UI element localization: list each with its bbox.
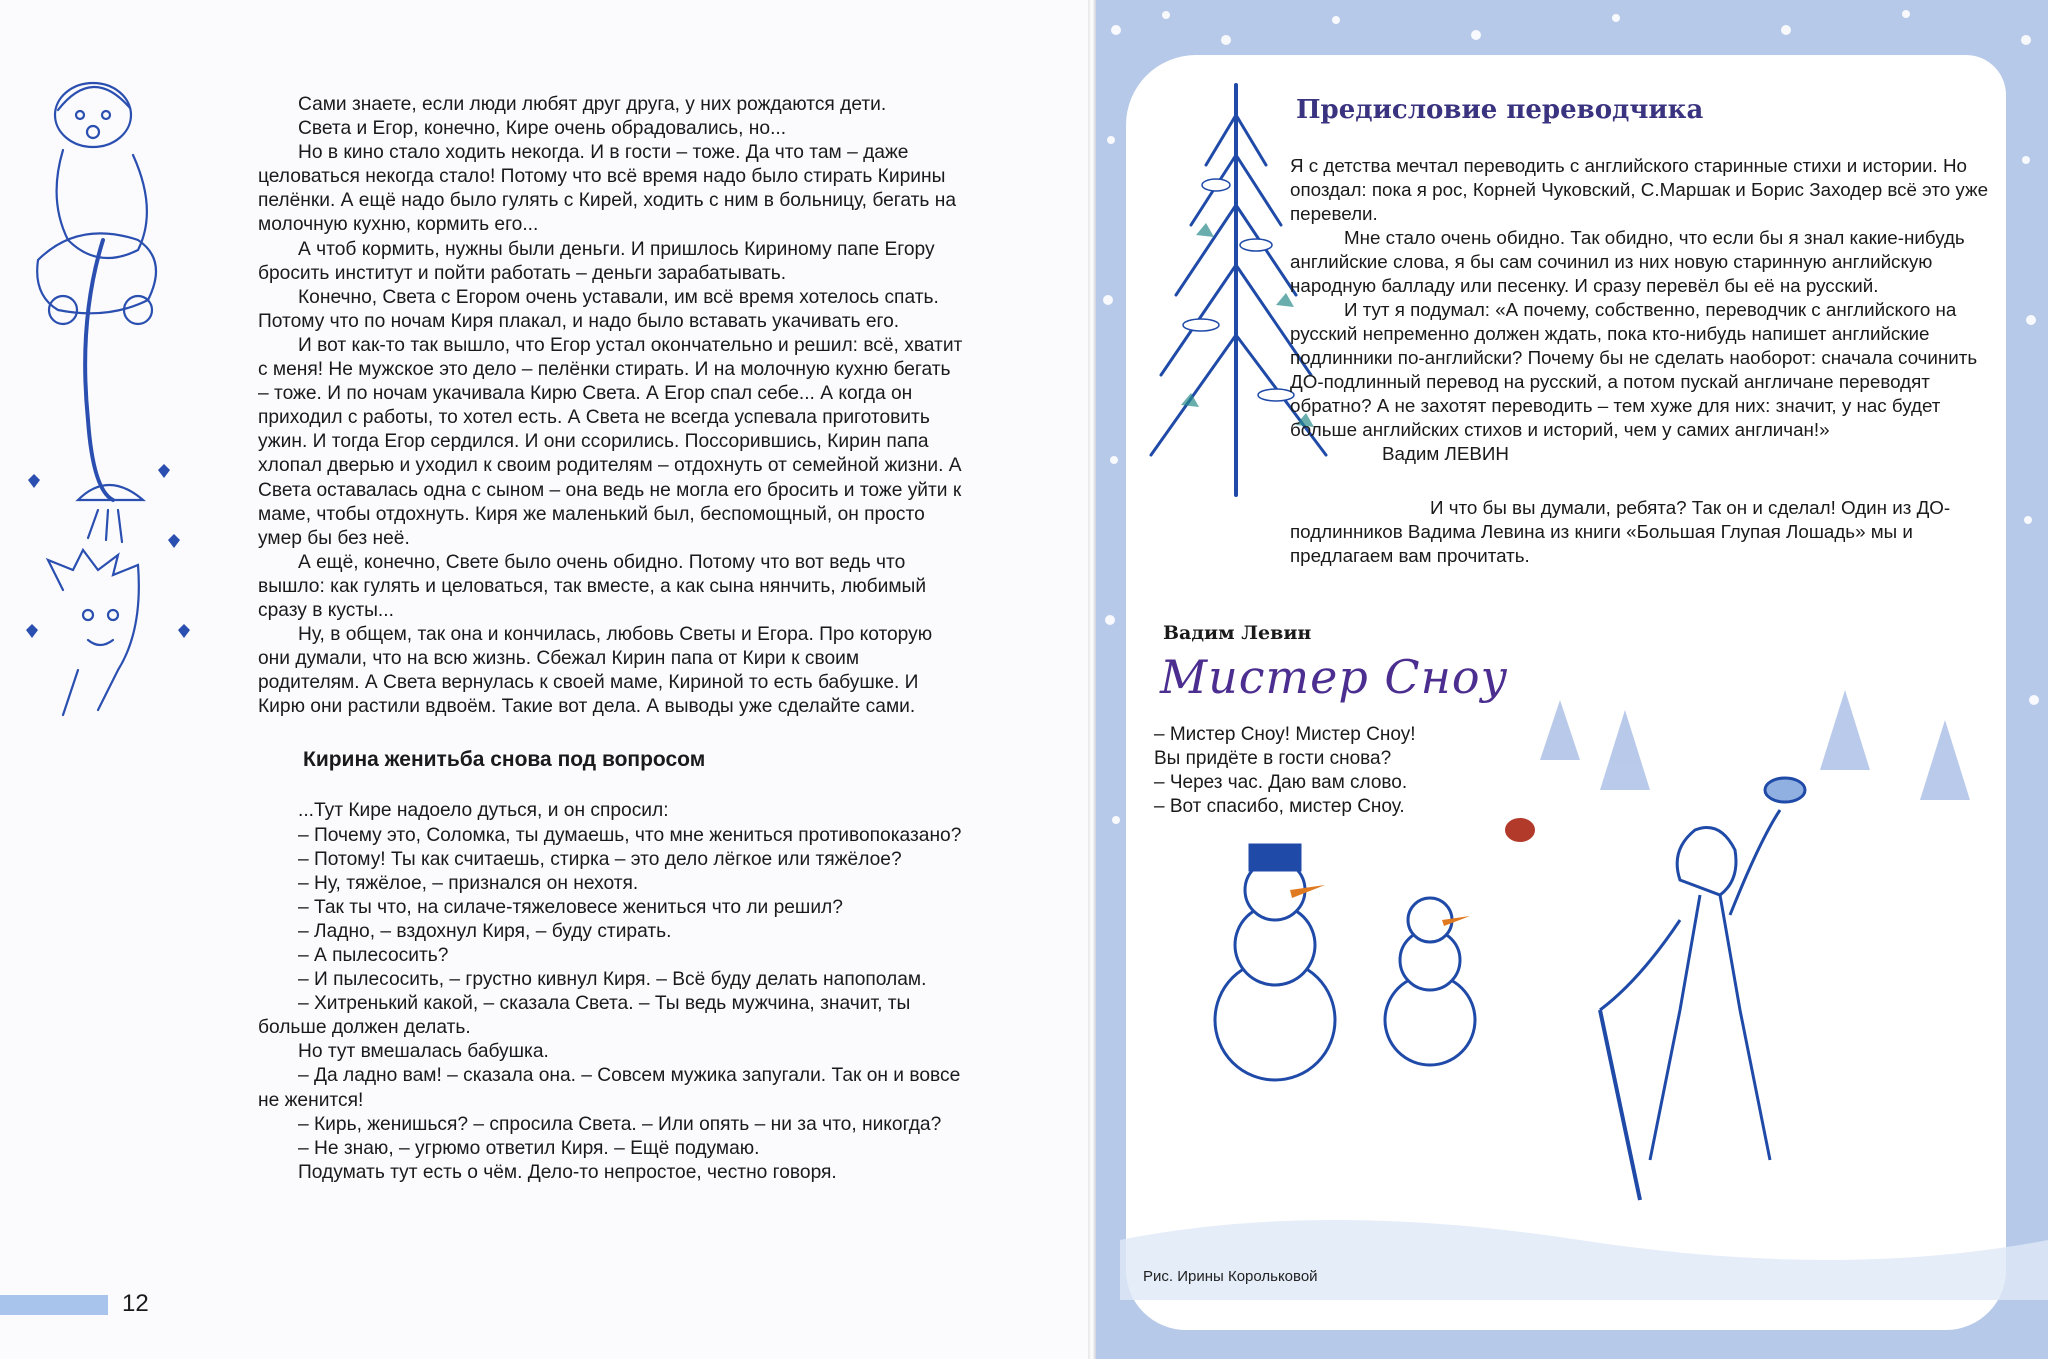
preface-paragraph: Мне стало очень обидно. Так обидно, что если бы я знал какие-нибудь английские слова, я бы сам сочинил из них новую старинную английскую народную балладу или песенку. И сразу перевёл бы её на русский. [1290,227,1965,296]
preface-paragraph: И что бы вы думали, ребята? Так он и сделал! Один из ДО-подлинников Вадима Левина из книги «Большая Глупая Лошадь» мы и предлагаем вам прочитать. [1290,497,1951,566]
page-number: 12 [122,1290,149,1317]
vacuum-hose [85,240,113,500]
poem-line: Вы придёте в гости снова? [1154,748,1392,769]
paragraph: А чтоб кормить, нужны были деньги. И пришлось Кириному папе Егору бросить институт и пойти работать – деньги зарабатывать. [258,238,935,284]
preface-paragraph: Я с детства мечтал переводить с английского старинные стихи и истории. Но опоздал: пока я рос, Корней Чуковский, С.Маршак и Борис Заходер всё это уже перевели. [1290,155,1989,224]
dialogue-line: – Потому! Ты как считаешь, стирка – это дело лёгкое или тяжёлое? [298,848,902,870]
dialogue-line: Подумать тут есть о чём. Дело-то непростое, честно говоря. [298,1161,837,1183]
dialogue-line: – Ладно, – вздохнул Киря, – буду стирать. [298,920,672,942]
dialogue-line: Но тут вмешалась бабушка. [298,1041,549,1063]
dialogue-line: – Так ты что, на силаче-тяжеловесе жениться что ли решил? [298,896,843,918]
dialogue-line: – Почему это, Соломка, ты думаешь, что мне жениться противопоказано? [298,824,962,846]
paragraph: И вот как-то так вышло, что Егор устал окончательно и решил: всё, хватит с меня! Не мужское это дело – пелёнки стирать. И на молочную кухню бегать – тоже. И по ночам укачивала Кирю Света. А Егор спал себе... А когда он приходил с работы, то хотел есть. А Света не всегда успевала приготовить ужин. И тогда Егор сердился. И они ссорились. Поссорившись, Кирин папа хлопал дверью и уходил к своим родителям – отдохнуть от семейной жизни. А Света оставалась одна с сыном – она ведь не могла его бросить и тоже уйти к маме, чтобы отдохнуть. Киря же маленький был, беспомощный, он просто умер бы без неё. [258,334,963,549]
book-spine [1088,0,1096,1359]
illustration-credit: Рис. Ирины Корольковой [1143,1268,1318,1285]
page-number-bar [0,1295,108,1315]
dialogue-line: – А пылесосить? [298,945,449,966]
pacifier [87,126,99,138]
dialogue-line: – Да ладно вам! – сказала она. – Совсем мужика запугали. Так он и вовсе не женится! [258,1065,961,1111]
poem-line: – Вот спасибо, мистер Сноу. [1154,796,1405,817]
preface-text [1290,154,1990,568]
preface-signature: Вадим ЛЕВИН [1382,443,1509,464]
bird-icon [1505,818,1535,842]
dialogue-line: ...Тут Кире надоело дуться, и он спросил: [298,800,669,822]
baby-sketch-illustration [18,70,223,730]
section-heading: Кирина женитьба снова под вопросом [303,748,706,772]
paragraph: Конечно, Света с Егором очень уставали, им всё время хотелось спать. Потому что по ночам Киря плакал, и надо было вставать укачивать его. [258,286,939,332]
dialogue-line: – Кирь, женишься? – спросила Света. – Или опять – ни за что, никогда? [298,1113,942,1135]
poem-line: – Через час. Даю вам слово. [1154,772,1408,793]
paragraph: Сами знаете, если люди любят друг друга, у них рождаются дети. [298,94,887,115]
wheel-icon [124,296,152,324]
paragraph: Света и Егор, конечно, Кире очень обрадовались, но... [298,118,787,140]
poem-line: – Мистер Сноу! Мистер Сноу! [1154,724,1416,745]
paragraph: Но в кино стало ходить некогда. И в гости – тоже. Да что там – даже целоваться некогда стало! Потому что всё время надо было стирать Кирины пелёнки. А ещё надо было гулять с Кирей, ходить с ним в больницу, бегать на молочную кухню, кормить его... [258,142,956,236]
dialogue-line: – Хитренький какой, – сказала Света. – Ты ведь мужчина, значит, ты больше должен делать. [258,993,911,1039]
dialogue-line: – Не знаю, – угрюмо ответил Киря. – Ещё подумаю. [298,1137,760,1159]
dialogue-line: – И пылесосить, – грустно кивнул Киря. – Всё буду делать напополам. [298,969,927,991]
paragraph: Ну, в общем, так она и кончилась, любовь Светы и Егора. Про которую они думали, что на всю жизнь. Сбежал Кирин папа от Кири к своим родителям. А Света вернулась к своей маме, Кириной то есть бабушке. И Кирю они растили вдвоём. Такие вот дела. А выводы уже сделайте сами. [258,624,933,718]
dialogue-line: – Ну, тяжёлое, – признался он нехотя. [298,872,639,894]
preface-paragraph: И тут я подумал: «А почему, собственно, переводчик с английского на русский непременно должен ждать, пока кто-нибудь напишет английские подлинники по-английски? Почему бы не сделать наоборот: сначала сочинить ДО-подлинный перевод на русский, а потом пускай англичане переводят обратно? А не захотят переводить – тем хуже для них: значит, у нас будет больше английских стихов и историй, чем у самих англичан!» [1290,299,1978,440]
walking-cane [1600,1010,1640,1200]
poem-title: Мистер Сноу [1160,650,1509,704]
poem-author: Вадим Левин [1163,622,1312,644]
story-text [258,93,963,1185]
paragraph: А ещё, конечно, Свете было очень обидно. Потому что вот ведь что вышло: как гулять и целоваться, так вместе, а как сына нянчить, любимый сразу в кусты... [258,551,927,621]
poem [1154,723,1484,819]
preface-title: Предисловие переводчика [1296,95,1704,125]
